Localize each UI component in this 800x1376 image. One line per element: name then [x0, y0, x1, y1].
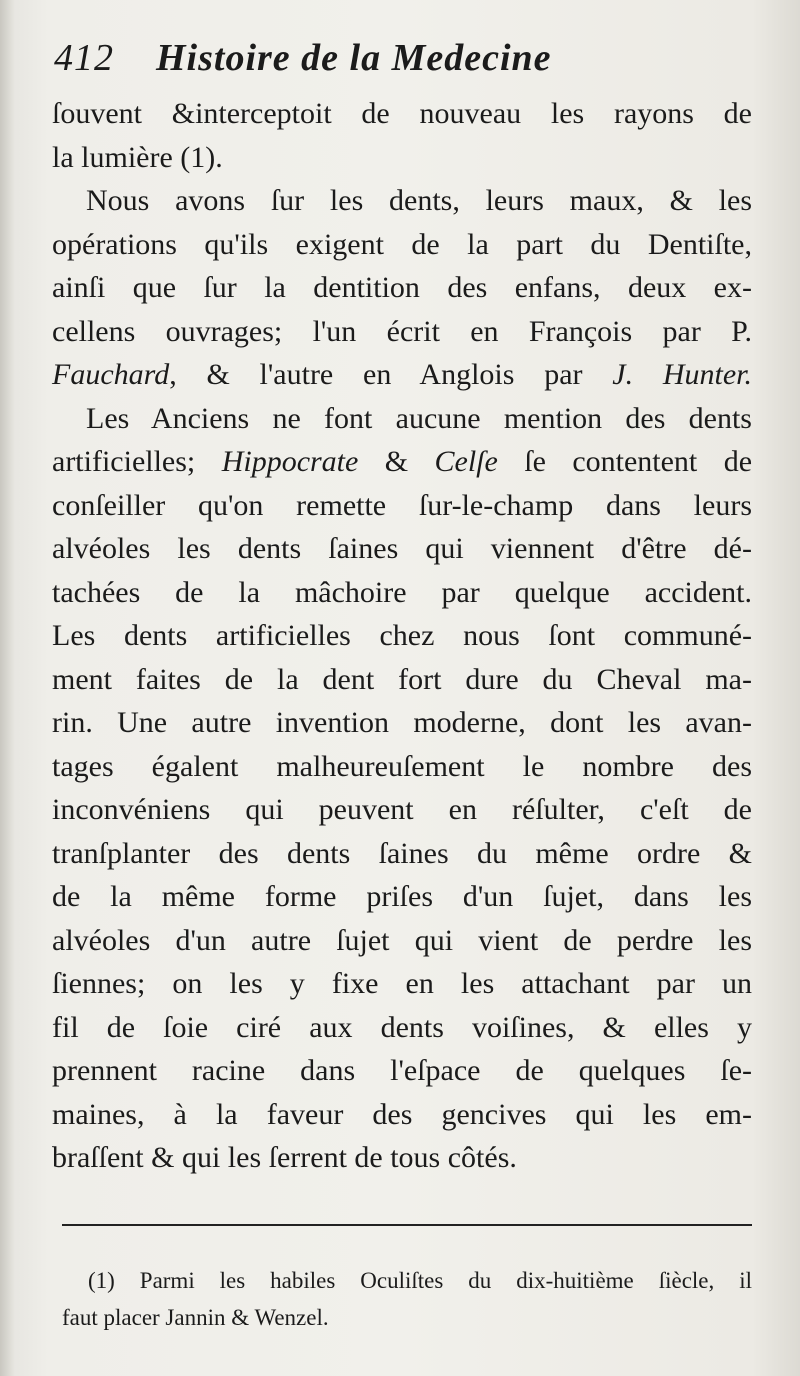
- text-line: [52, 353, 752, 397]
- text-line: inconvéniens qui peuvent en réſulter, c'eſt de: [52, 793, 752, 826]
- text-line: rin. Une autre invention moderne, dont les avan-: [52, 706, 752, 739]
- text-line: de la même forme priſes d'un ſujet, dans les: [52, 880, 752, 913]
- text-line: alvéoles les dents ſaines qui viennent d'être dé-: [52, 532, 752, 565]
- author-name: Fauchard: [52, 358, 170, 391]
- text-line: [52, 440, 752, 484]
- text-span: &: [358, 445, 435, 478]
- text-line: cellens ouvrages; l'un écrit en François par P.: [52, 314, 752, 348]
- text-line: maines, à la faveur des gencives qui les em-: [52, 1097, 752, 1131]
- text-line: tranſplanter des dents ſaines du même ordre &: [52, 836, 752, 870]
- text-line: conſeiller qu'on remette ſur-le-champ dans leurs: [52, 488, 752, 522]
- text-line: ſiennes; on les y fixe en les attachant par un: [52, 967, 752, 1000]
- text-line: opérations qu'ils exigent de la part du Dentiſte,: [52, 227, 752, 261]
- text-line: ainſi que ſur la dentition des enfans, deux ex-: [52, 271, 752, 304]
- footnote: [62, 1262, 752, 1336]
- text-line: Nous avons ſur les dents, leurs maux, & les: [86, 184, 752, 217]
- body-text: [52, 92, 752, 1180]
- text-line: braſſent & qui les ſerrent de tous côtés.: [52, 1141, 517, 1174]
- author-name: Celſe: [434, 445, 498, 478]
- text-line: Les dents artificielles chez nous ſont communé-: [52, 619, 752, 652]
- text-line: prennent racine dans l'eſpace de quelques ſe-: [52, 1054, 752, 1087]
- author-name: Hippocrate: [221, 445, 359, 478]
- footnote-line: (1) Parmi les habiles Oculiſtes du dix-huitième ſiècle, il: [88, 1268, 752, 1293]
- text-span: , & l'autre en Anglois par: [169, 358, 613, 391]
- page-number: 412: [54, 37, 114, 79]
- text-line: alvéoles d'un autre ſujet qui vient de perdre les: [52, 923, 752, 957]
- footnote-separator-rule: [62, 1224, 752, 1226]
- text-line: ſouvent &interceptoit de nouveau les rayons de: [52, 97, 752, 130]
- page-header: [54, 36, 754, 94]
- text-line: tachées de la mâchoire par quelque accident.: [52, 575, 752, 609]
- text-span: ſe contentent de: [497, 445, 753, 478]
- running-title: Histoire de la Medecine: [156, 37, 552, 79]
- footnote-line: faut placer Jannin & Wenzel.: [62, 1305, 329, 1330]
- text-span: artificielles;: [52, 445, 222, 478]
- text-line: tages égalent malheureuſement le nombre des: [52, 749, 752, 783]
- text-line: ment faites de la dent fort dure du Cheval ma-: [52, 662, 752, 696]
- page-gutter-shadow: [0, 0, 14, 1376]
- text-line: Les Anciens ne font aucune mention des dents: [86, 401, 752, 435]
- author-name: J. Hunter.: [612, 358, 753, 391]
- text-line: fil de ſoie ciré aux dents voiſines, & elles y: [52, 1010, 752, 1044]
- text-line: la lumière (1).: [52, 140, 223, 174]
